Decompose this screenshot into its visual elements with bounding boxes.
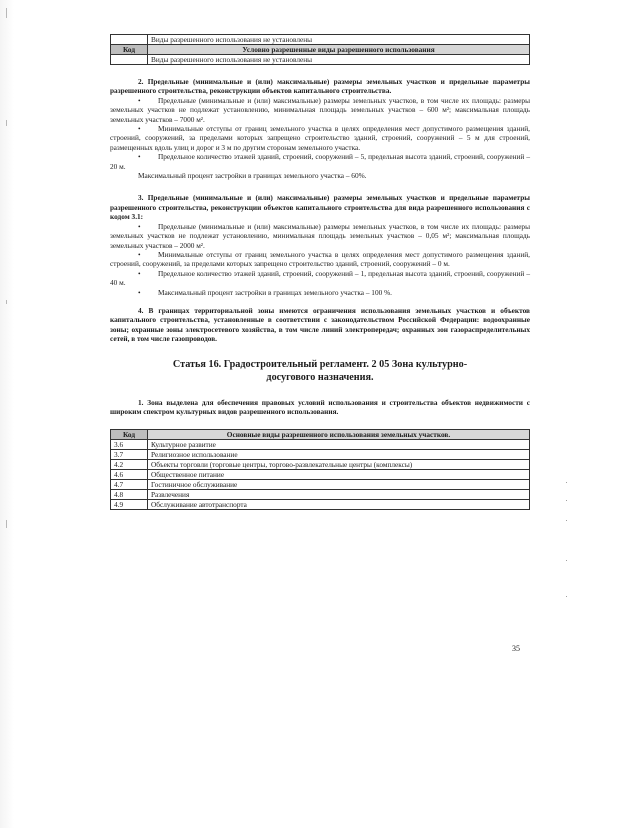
list-item: • Минимальные отступы от границ земельного участка в целях определения мест допустимого размещения зданий, строений, сооружений, за пределами которых запрещено строительство зданий, строений, сооружений – 5 м для строений, размещенных вдоль улиц и дорог и 3 м по другим сторонам земельного участка. bbox=[110, 124, 530, 152]
title-header: Условно разрешенные виды разрешенного использования bbox=[148, 45, 530, 55]
bullet-icon: • bbox=[138, 287, 141, 297]
document-page bbox=[110, 0, 530, 510]
code-cell bbox=[111, 55, 148, 65]
list-item: • Предельное количество этажей зданий, строений, сооружений – 5, предельная высота зданий, строений, сооружений – 20 м. bbox=[110, 152, 530, 171]
table-row bbox=[111, 35, 530, 45]
use-cell: Религиозное использование bbox=[148, 450, 530, 460]
use-cell: Развлечения bbox=[148, 490, 530, 500]
code-cell: 4.6 bbox=[111, 470, 148, 480]
table-row bbox=[111, 450, 530, 460]
paragraph: Максимальный процент застройки в границах земельного участка – 60%. bbox=[138, 171, 367, 181]
section-4 bbox=[110, 306, 530, 344]
paragraph: 4. В границах территориальной зоны имеются ограничения использования земельных участков и объектов капитального строительства, установленные в соответствии с законодательством Российской Федерации: водоохранные зоны; охранные зоны электросетевого хозяйства, в том числе линий электропередач; охранных зон газораспределительных сетей, в том числе газопроводов. bbox=[110, 305, 530, 344]
code-cell: 4.7 bbox=[111, 480, 148, 490]
code-cell: 4.9 bbox=[111, 500, 148, 510]
scan-left-edge bbox=[0, 0, 14, 828]
table-row bbox=[111, 480, 530, 490]
use-cell: Культурное развитие bbox=[148, 440, 530, 450]
table-header-row bbox=[111, 45, 530, 55]
section-heading: 2. Предельные (минимальные и (или) максимальные) размеры земельных участков и предельные параметры разрешенного строительства, реконструкции объектов капитального строительства. bbox=[110, 77, 530, 96]
code-header: Код bbox=[111, 430, 148, 440]
page-number: 35 bbox=[512, 644, 520, 653]
use-cell: Обслуживание автотранспорта bbox=[148, 500, 530, 510]
conditional-use-table bbox=[110, 34, 530, 65]
use-cell: Виды разрешенного использования не установлены bbox=[148, 35, 530, 45]
code-cell bbox=[111, 35, 148, 45]
table-row bbox=[111, 460, 530, 470]
code-cell: 3.7 bbox=[111, 450, 148, 460]
bullet-icon: • bbox=[138, 249, 141, 259]
table-header-row bbox=[111, 430, 530, 440]
table-row bbox=[111, 440, 530, 450]
code-cell: 4.8 bbox=[111, 490, 148, 500]
title-header: Основные виды разрешенного использования земельных участков. bbox=[148, 430, 530, 440]
use-cell: Общественное питание bbox=[148, 470, 530, 480]
bullet-icon: • bbox=[138, 221, 141, 231]
bullet-icon: • bbox=[138, 152, 141, 162]
bullet-icon: • bbox=[138, 268, 141, 278]
code-cell: 3.6 bbox=[111, 440, 148, 450]
list-item: • Предельное количество этажей зданий, строений, сооружений – 1, предельная высота зданий, строений, сооружений – 40 м. bbox=[110, 268, 530, 288]
table-row bbox=[111, 55, 530, 65]
list-item: • Предельные (минимальные и (или) максимальные) размеры земельных участков, в том числе их площадь: размеры земельных участков не подлежат установлению, минимальная площадь земельных участков – 0,05 м²; максимальная площадь земельных участков – 2000 м². bbox=[110, 221, 530, 250]
list-item: • Максимальный процент застройки в границах земельного участка – 100 %. bbox=[138, 287, 392, 297]
section-3 bbox=[110, 193, 530, 296]
use-cell: Виды разрешенного использования не установлены bbox=[148, 55, 530, 65]
code-header: Код bbox=[111, 45, 148, 55]
list-item: • Предельные (минимальные и (или) максимальные) размеры земельных участков, в том числе их площадь: размеры земельных участков не подлежат установлению, минимальная площадь земельных участков – 600 м²; максимальная площадь земельных участков – 7000 м². bbox=[110, 95, 530, 124]
section-2 bbox=[110, 77, 530, 180]
section-1-zone bbox=[110, 398, 530, 417]
list-item: • Минимальные отступы от границ земельного участка в целях определения мест допустимого размещения зданий, строений, сооружений, за пределами которых запрещено строительство зданий, строений, сооружений – 0 м. bbox=[110, 249, 530, 269]
article-title: Статья 16. Градостроительный регламент. 2 05 Зона культурно-досугового назначения. bbox=[172, 358, 468, 383]
use-cell: Объекты торговли (торговые центры, торгово-развлекательные центры (комплексы) bbox=[148, 460, 530, 470]
section-heading: 3. Предельные (минимальные и (или) максимальные) размеры земельных участков и предельные параметры разрешенного строительства, реконструкции объектов капитального строительства для вида разрешенного использования с кодом 3.1: bbox=[110, 193, 530, 222]
table-row bbox=[111, 490, 530, 500]
use-cell: Гостиничное обслуживание bbox=[148, 480, 530, 490]
bullet-icon: • bbox=[138, 95, 141, 105]
table-row bbox=[111, 500, 530, 510]
bullet-icon: • bbox=[138, 124, 141, 134]
code-cell: 4.2 bbox=[111, 460, 148, 470]
table-row bbox=[111, 470, 530, 480]
paragraph: 1. Зона выделена для обеспечения правовых условий использования и строительства объектов недвижимости с широким спектром культурных видов разрешенного использования. bbox=[110, 397, 530, 416]
main-use-table bbox=[110, 429, 530, 510]
